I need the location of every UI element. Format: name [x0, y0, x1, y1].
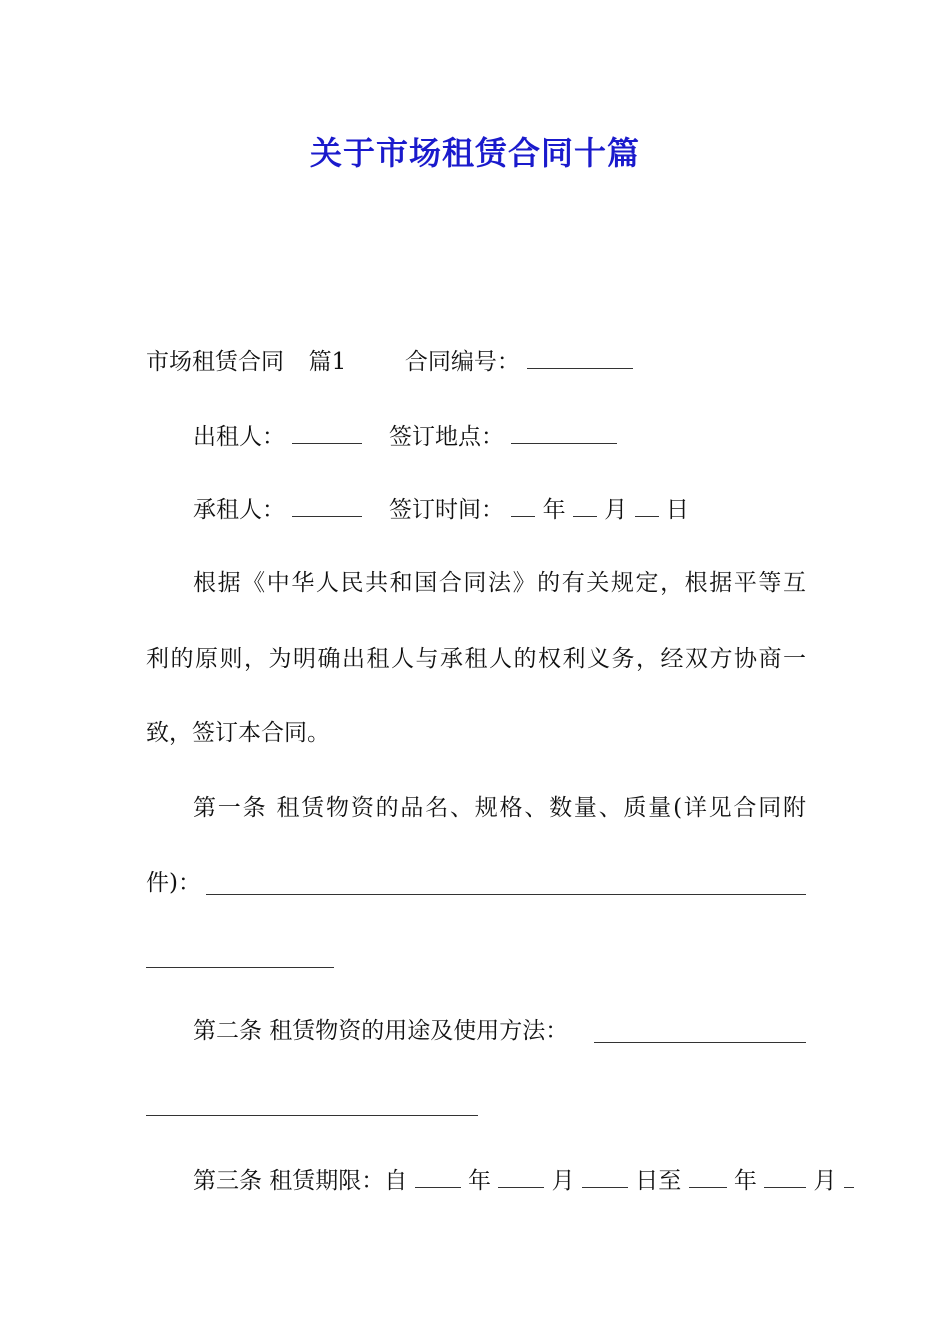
preamble-line-3: 致，签订本合同。: [146, 720, 330, 746]
article-2-blank-2: [146, 1114, 478, 1116]
article-1-blank-1: [206, 893, 806, 895]
sign-day-label: 日: [665, 497, 689, 523]
lease-start-year-label: 年: [467, 1168, 491, 1194]
sign-place-label: 签订地点：: [388, 424, 504, 450]
sign-day-blank: [635, 494, 659, 517]
contract-no-label: 合同编号：: [404, 349, 520, 375]
contract-name: 市场租赁合同: [146, 349, 284, 375]
lease-start-month-blank: [498, 1165, 544, 1188]
lease-end-month-label: 月: [813, 1168, 837, 1194]
preamble-line-1: 根据《中华人民共和国合同法》的有关规定，根据平等互: [193, 570, 806, 596]
article-1-line-2-prefix: 件)：: [146, 870, 201, 896]
lease-start-to-label: 日至: [635, 1168, 682, 1194]
sign-time-label: 签订时间：: [388, 497, 504, 523]
lease-end-year-blank: [689, 1165, 727, 1188]
lease-start-month-label: 月: [551, 1168, 575, 1194]
lease-start-day-blank: [582, 1165, 628, 1188]
document-title: 关于市场租赁合同十篇: [309, 134, 640, 172]
article-1-blank-2: [146, 966, 334, 968]
article-2-blank-1: [594, 1041, 806, 1043]
lease-end-month-blank: [764, 1165, 806, 1188]
preamble-line-2: 利的原则，为明确出租人与承租人的权利义务，经双方协商一: [146, 646, 806, 672]
sign-place-blank: [511, 421, 617, 444]
sign-month-blank: [573, 494, 597, 517]
sign-month-label: 月: [604, 497, 628, 523]
lessee-blank: [292, 494, 362, 517]
contract-no-blank: [527, 346, 633, 369]
lessor-line: [146, 421, 806, 452]
article-3-line: [146, 1165, 837, 1196]
lessor-label: 出租人：: [193, 424, 285, 450]
sign-year-blank: [511, 494, 535, 517]
lessee-label: 承租人：: [193, 497, 285, 523]
article-2-text: 第二条 租赁物资的用途及使用方法：: [193, 1018, 569, 1044]
lease-end-year-label: 年: [733, 1168, 757, 1194]
lessor-blank: [292, 421, 362, 444]
lease-start-year-blank: [415, 1165, 461, 1188]
contract-header-line: [146, 346, 806, 377]
contract-part: 篇1: [308, 349, 347, 375]
lease-end-tail-blank: [844, 1165, 854, 1188]
lessee-line: [146, 494, 806, 525]
article-1-line-1: 第一条 租赁物资的品名、规格、数量、质量(详见合同附: [193, 795, 806, 821]
article-3-prefix: 第三条 租赁期限：自: [193, 1168, 408, 1194]
sign-year-label: 年: [542, 497, 566, 523]
